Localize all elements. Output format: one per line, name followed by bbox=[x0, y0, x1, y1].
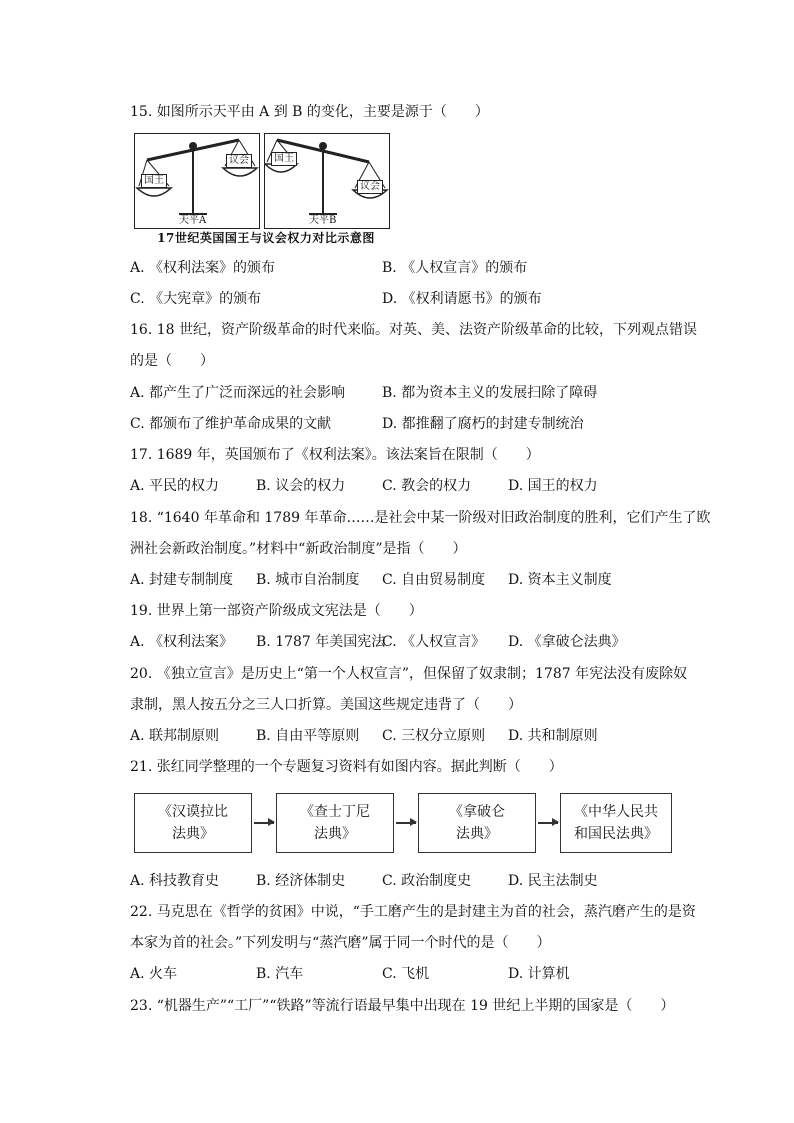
balance-b-label: 天平B bbox=[309, 215, 337, 226]
q19-option-b: B. 1787 年美国宪法 bbox=[256, 634, 386, 650]
question-22-stem-line1: 22. 马克思在《哲学的贫困》中说，“手工磨产生的是封建主为首的社会，蒸汽磨产生的是资 bbox=[130, 904, 696, 920]
q20-option-d: D. 共和制原则 bbox=[508, 728, 598, 744]
q17-option-b: B. 议会的权力 bbox=[256, 478, 346, 494]
question-15-stem: 15. 如图所示天平由 A 到 B 的变化，主要是源于（ ） bbox=[130, 104, 489, 120]
flow-arrow-2 bbox=[396, 822, 416, 824]
q15-option-a: A. 《权利法案》的颁布 bbox=[130, 260, 276, 276]
balance-a-label: 天平A bbox=[179, 215, 207, 226]
q15-option-b: B. 《人权宣言》的颁布 bbox=[382, 260, 528, 276]
question-21-stem: 21. 张红同学整理的一个专题复习资料有如图内容。据此判断（ ） bbox=[130, 759, 563, 775]
balance-panel-a bbox=[134, 133, 260, 229]
q15-option-d: D. 《权利请愿书》的颁布 bbox=[382, 291, 542, 307]
law-codes-flow-diagram bbox=[134, 793, 674, 855]
q18-option-a: A. 封建专制制度 bbox=[130, 572, 234, 588]
q21-option-d: D. 民主法制史 bbox=[508, 873, 598, 889]
q22-option-b: B. 汽车 bbox=[256, 966, 304, 982]
question-16-stem-line1: 16. 18 世纪，资产阶级革命的时代来临。对英、美、法资产阶级革命的比较，下列观点错误 bbox=[130, 322, 697, 338]
question-22-stem-line2: 本家为首的社会。”下列发明与“蒸汽磨”属于同一个时代的是（ ） bbox=[130, 935, 551, 951]
flow-box-hammurabi: 《汉谟拉比 法典》 bbox=[134, 793, 252, 853]
figure-caption: 17世纪英国国王与议会权力对比示意图 bbox=[157, 231, 375, 245]
q17-option-a: A. 平民的权力 bbox=[130, 478, 220, 494]
q19-option-c: C. 《人权宣言》 bbox=[382, 634, 486, 650]
q20-option-a: A. 联邦制原则 bbox=[130, 728, 220, 744]
q16-option-c: C. 都颁布了维护革命成果的文献 bbox=[130, 416, 332, 432]
q21-option-c: C. 政治制度史 bbox=[382, 873, 472, 889]
flow-box-civil-code-prc: 《中华人民共 和国民法典》 bbox=[560, 793, 672, 853]
flow-arrow-1 bbox=[254, 822, 274, 824]
balance-a-right-label: 议会 bbox=[226, 154, 252, 168]
q19-option-a: A. 《权利法案》 bbox=[130, 634, 234, 650]
q17-option-c: C. 教会的权力 bbox=[382, 478, 472, 494]
question-20-stem-line2: 隶制，黑人按五分之三人口折算。美国这些规定违背了（ ） bbox=[130, 697, 522, 713]
q19-option-d: D. 《拿破仑法典》 bbox=[508, 634, 626, 650]
q16-option-b: B. 都为资本主义的发展扫除了障碍 bbox=[382, 385, 598, 401]
question-16-stem-line2: 的是（ ） bbox=[130, 353, 214, 369]
q20-option-c: C. 三权分立原则 bbox=[382, 728, 486, 744]
balance-figure bbox=[134, 133, 398, 245]
balance-b-left-label: 国王 bbox=[271, 152, 297, 166]
question-17-stem: 17. 1689 年，英国颁布了《权利法案》。该法案旨在限制（ ） bbox=[130, 447, 540, 463]
q20-option-b: B. 自由平等原则 bbox=[256, 728, 360, 744]
q22-option-c: C. 飞机 bbox=[382, 966, 430, 982]
question-18-stem-line1: 18. “1640 年革命和 1789 年革命……是社会中某一阶级对旧政治制度的胜利，它们产生了欧 bbox=[130, 510, 711, 526]
q17-option-d: D. 国王的权力 bbox=[508, 478, 598, 494]
balance-a-left-label: 国王 bbox=[141, 174, 167, 188]
flow-box-napoleon: 《拿破仑 法典》 bbox=[418, 793, 536, 853]
q18-option-d: D. 资本主义制度 bbox=[508, 572, 612, 588]
question-18-stem-line2: 洲社会新政治制度。”材料中“新政治制度”是指（ ） bbox=[130, 541, 467, 557]
q16-option-d: D. 都推翻了腐朽的封建专制统治 bbox=[382, 416, 584, 432]
q15-option-c: C. 《大宪章》的颁布 bbox=[130, 291, 262, 307]
q18-option-c: C. 自由贸易制度 bbox=[382, 572, 486, 588]
balance-panel-b bbox=[264, 133, 390, 229]
question-19-stem: 19. 世界上第一部资产阶级成文宪法是（ ） bbox=[130, 603, 423, 619]
q22-option-a: A. 火车 bbox=[130, 966, 178, 982]
q22-option-d: D. 计算机 bbox=[508, 966, 570, 982]
flow-arrow-3 bbox=[538, 822, 558, 824]
q18-option-b: B. 城市自治制度 bbox=[256, 572, 360, 588]
q21-option-a: A. 科技教育史 bbox=[130, 873, 220, 889]
flow-box-justinian: 《查士丁尼 法典》 bbox=[276, 793, 394, 853]
q16-option-a: A. 都产生了广泛而深远的社会影响 bbox=[130, 385, 346, 401]
q21-option-b: B. 经济体制史 bbox=[256, 873, 346, 889]
question-20-stem-line1: 20. 《独立宣言》是历史上“第一个人权宣言”，但保留了奴隶制；1787 年宪法没有废除奴 bbox=[130, 666, 688, 682]
question-23-stem: 23. “机器生产”“工厂”“铁路”等流行语最早集中出现在 19 世纪上半期的国家是（ ） bbox=[130, 998, 675, 1014]
balance-b-right-label: 议会 bbox=[357, 180, 383, 194]
